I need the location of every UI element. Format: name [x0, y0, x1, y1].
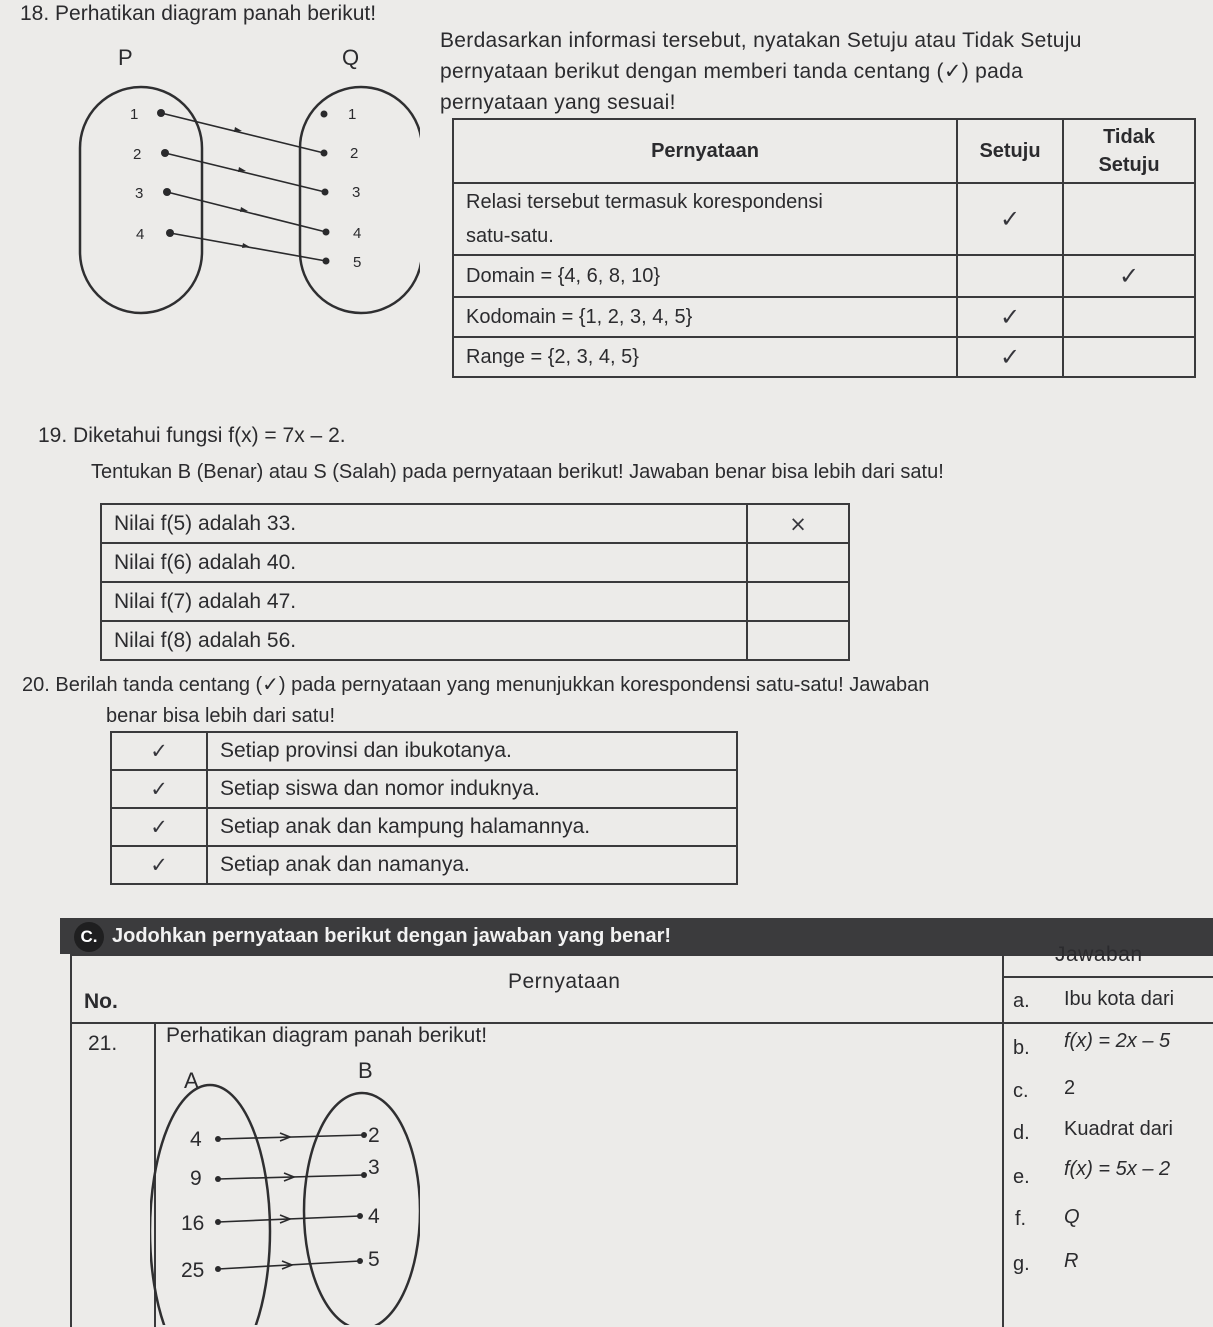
section-c-banner [60, 918, 1213, 954]
q20-row2-statement: Setiap siswa dan nomor induknya. [207, 770, 737, 808]
q18-row1-setuju[interactable]: ✓ [957, 183, 1063, 255]
b-label-3: 3 [368, 1156, 380, 1179]
q21-arrow-diagram [150, 1055, 420, 1325]
p-label-3: 3 [135, 185, 144, 202]
q20-row4-statement: Setiap anak dan namanya. [207, 846, 737, 884]
a-label-16: 16 [181, 1212, 205, 1235]
set-p-label: P [118, 45, 133, 70]
q20-row4-mark[interactable]: ✓ [111, 846, 207, 884]
q-dot-1 [321, 111, 328, 118]
q19-row1-answer[interactable]: × [747, 504, 849, 543]
q19-table [100, 503, 850, 661]
q19-instruction: Tentukan B (Benar) atau S (Salah) pada pernyataan berikut! Jawaban benar bisa lebih dari satu! [91, 461, 944, 483]
p-label-1: 1 [130, 106, 139, 123]
q19-row [101, 504, 849, 543]
option-b-letter: b. [1013, 1037, 1030, 1059]
q20-row3-mark[interactable]: ✓ [111, 808, 207, 846]
header-tidak-setuju [1063, 119, 1195, 183]
arrowhead-1 [234, 127, 242, 132]
q18-instruction [440, 25, 1200, 118]
set-b-label: B [358, 1058, 373, 1083]
header-setuju-2: Setuju [1098, 154, 1160, 176]
q19-row4-answer[interactable] [747, 621, 849, 660]
q20-title-line2: benar bisa lebih dari satu! [106, 705, 336, 727]
q18-row [453, 183, 1195, 255]
q18-row2-setuju[interactable] [957, 255, 1063, 297]
header-tidak: Tidak [1103, 126, 1155, 148]
p-label-4: 4 [136, 226, 145, 243]
q18-instruction-line-2: pernyataan berikut dengan memberi tanda centang (✓) pada [440, 60, 1024, 83]
q18-row2-tidak-setuju[interactable]: ✓ [1063, 255, 1195, 297]
q18-row1-line2: satu-satu. [466, 225, 554, 247]
b-label-2: 2 [368, 1124, 380, 1147]
option-f-text[interactable]: Q [1064, 1206, 1080, 1228]
q18-row3-setuju[interactable]: ✓ [957, 297, 1063, 337]
option-b-text[interactable]: f(x) = 2x – 5 [1064, 1030, 1171, 1052]
q18-row3-statement: Kodomain = {1, 2, 3, 4, 5} [453, 297, 957, 337]
q19-row4-statement: Nilai f(8) adalah 56. [101, 621, 747, 660]
option-d-text[interactable]: Kuadrat dari [1064, 1118, 1173, 1140]
q20-row [111, 732, 737, 770]
option-g-letter: g. [1013, 1253, 1030, 1275]
q-label-1: 1 [348, 106, 357, 123]
set-a-label: A [184, 1068, 199, 1093]
q18-row1-tidak-setuju[interactable] [1063, 183, 1195, 255]
q18-row4-setuju[interactable]: ✓ [957, 337, 1063, 377]
q18-row [453, 297, 1195, 337]
arrow-25-5 [218, 1261, 360, 1269]
q20-row [111, 846, 737, 884]
arrow-1-2 [161, 113, 324, 153]
set-a-oval [150, 1085, 270, 1325]
q18-title: 18. Perhatikan diagram panah berikut! [20, 2, 377, 25]
q18-row2-statement: Domain = {4, 6, 8, 10} [453, 255, 957, 297]
q-label-3: 3 [352, 184, 361, 201]
option-a-letter: a. [1013, 990, 1030, 1012]
q20-row2-mark[interactable]: ✓ [111, 770, 207, 808]
b-label-4: 4 [368, 1205, 380, 1228]
q20-row3-statement: Setiap anak dan kampung halamannya. [207, 808, 737, 846]
q18-row1-line1: Relasi tersebut termasuk korespondensi [466, 191, 823, 213]
q19-row2-statement: Nilai f(6) adalah 40. [101, 543, 747, 582]
option-f-letter: f. [1015, 1208, 1027, 1230]
q21-text: Perhatikan diagram panah berikut! [166, 1024, 488, 1047]
header-pernyataan-c: Pernyataan [508, 970, 621, 993]
q21-number: 21. [88, 1032, 118, 1055]
section-c-badge: C. [74, 922, 104, 952]
option-g-text[interactable]: R [1064, 1250, 1079, 1272]
q18-row4-statement: Range = {2, 3, 4, 5} [453, 337, 957, 377]
header-jawaban: Jawaban [1055, 943, 1143, 966]
option-a-text[interactable]: Ibu kota dari [1064, 988, 1175, 1010]
set-q-label: Q [342, 45, 360, 70]
b-label-5: 5 [368, 1248, 380, 1271]
q19-row [101, 543, 849, 582]
q20-row [111, 808, 737, 846]
q18-arrow-diagram [70, 35, 420, 320]
col-divider-jawaban [1002, 956, 1004, 1327]
q19-row [101, 582, 849, 621]
q-label-2: 2 [350, 145, 359, 162]
q19-row2-answer[interactable] [747, 543, 849, 582]
q20-table [110, 731, 738, 885]
q19-row3-answer[interactable] [747, 582, 849, 621]
q18-row-statement [453, 183, 957, 255]
option-c-text[interactable]: 2 [1064, 1077, 1076, 1099]
arrow-3-4 [167, 192, 326, 232]
q19-title: 19. Diketahui fungsi f(x) = 7x – 2. [38, 424, 346, 447]
q19-row1-statement: Nilai f(5) adalah 33. [101, 504, 747, 543]
q18-row [453, 255, 1195, 297]
option-e-letter: e. [1013, 1166, 1030, 1188]
q18-table [452, 118, 1196, 378]
q-label-5: 5 [353, 254, 362, 271]
q-label-4: 4 [353, 225, 362, 242]
a-label-25: 25 [181, 1259, 205, 1282]
p-label-2: 2 [133, 146, 142, 163]
set-b-oval [304, 1093, 420, 1325]
q18-instruction-line-3: pernyataan yang sesuai! [440, 91, 676, 114]
q20-title-line1: 20. Berilah tanda centang (✓) pada pernyataan yang menunjukkan korespondensi satu-satu! Jawaban [22, 674, 930, 696]
a-label-9: 9 [190, 1167, 202, 1190]
q20-row [111, 770, 737, 808]
q18-row3-tidak-setuju[interactable] [1063, 297, 1195, 337]
q19-row [101, 621, 849, 660]
q20-row1-statement: Setiap provinsi dan ibukotanya. [207, 732, 737, 770]
q18-row [453, 337, 1195, 377]
arrowhead-3 [240, 207, 248, 212]
header-setuju: Setuju [957, 119, 1063, 183]
jawaban-header-divider [1002, 976, 1213, 978]
a-label-4: 4 [190, 1128, 202, 1151]
arrowhead-2 [238, 167, 246, 172]
option-e-text[interactable]: f(x) = 5x – 2 [1064, 1158, 1171, 1180]
section-c-title: Jodohkan pernyataan berikut dengan jawaban yang benar! [112, 925, 672, 947]
q19-row3-statement: Nilai f(7) adalah 47. [101, 582, 747, 621]
header-pernyataan: Pernyataan [453, 119, 957, 183]
q18-row4-tidak-setuju[interactable] [1063, 337, 1195, 377]
q18-instruction-line-1: Berdasarkan informasi tersebut, nyatakan Setuju atau Tidak Setuju [440, 29, 1082, 52]
option-c-letter: c. [1013, 1080, 1029, 1102]
q20-row1-mark[interactable]: ✓ [111, 732, 207, 770]
header-no: No. [84, 990, 118, 1013]
option-d-letter: d. [1013, 1122, 1030, 1144]
